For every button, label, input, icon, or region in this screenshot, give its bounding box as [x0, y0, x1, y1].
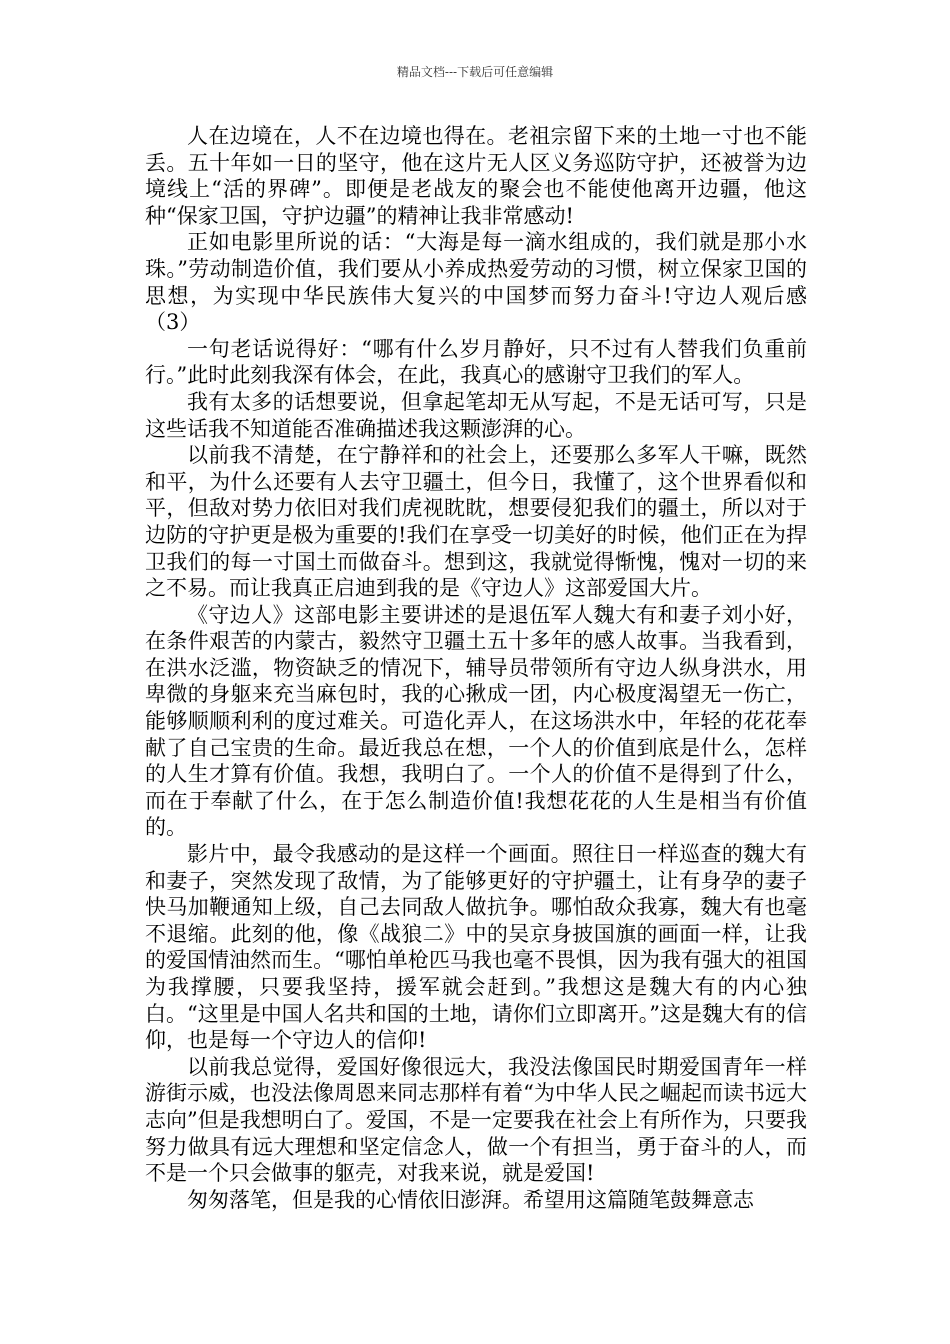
page-header: 精品文档---下载后可任意编辑: [396, 65, 554, 79]
paragraph-5: 以前我不清楚，在宁静祥和的社会上，还要那么多军人干嘛，既然和平，为什么还要有人去守卫疆土，但今日，我懂了，这个世界看似和平，但敌对势力依旧对我们虎视眈眈，想要侵犯我们的疆土，所以对于边防的守护更是极为重要的!我们在享受一切美好的时候，他们正在为捍卫我们的每一寸国土而做奋斗。想到这，我就觉得惭愧，愧对一切的来之不易。而让我真正启迪到我的是《守边人》这部爱国大片。: [145, 443, 807, 601]
paragraph-7: 影片中，最令我感动的是这样一个画面。照往日一样巡查的魏大有和妻子，突然发现了敌情，为了能够更好的守护疆土，让有身孕的妻子快马加鞭通知上级，自己去同敌人做抗争。哪怕敌众我寡，魏大有也毫不退缩。此刻的他，像《战狼二》中的吴京身披国旗的画面一样，让我的爱国情油然而生。“哪怕单枪匹马我也毫不畏惧，因为我有强大的祖国为我撑腰，只要我坚持，援军就会赶到。”我想这是魏大有的内心独白。“这里是中国人名共和国的土地，请你们立即离开。”这是魏大有的信仰，也是每一个守边人的信仰!: [145, 842, 807, 1053]
paragraph-4: 我有太多的话想要说，但拿起笔却无从写起，不是无话可写，只是这些话我不知道能否准确描述我这颗澎湃的心。: [145, 389, 807, 441]
document-body: [145, 123, 807, 1213]
paragraph-3: 一句老话说得好：“哪有什么岁月静好，只不过有人替我们负重前行。”此时此刻我深有体会，在此，我真心的感谢守卫我们的军人。: [145, 336, 807, 388]
paragraph-6: 《守边人》这部电影主要讲述的是退伍军人魏大有和妻子刘小好，在条件艰苦的内蒙古，毅然守卫疆土五十多年的感人故事。当我看到，在洪水泛滥，物资缺乏的情况下，辅导员带领所有守边人纵身洪水，用卑微的身躯来充当麻包时，我的心揪成一团，内心极度渴望无一伤亡，能够顺顺利利的度过难关。可造化弄人，在这场洪水中，年轻的花花奉献了自己宝贵的生命。最近我总在想，一个人的价值到底是什么，怎样的人生才算有价值。我想，我明白了。一个人的价值不是得到了什么，而在于奉献了什么，在于怎么制造价值!我想花花的人生是相当有价值的。: [145, 602, 807, 840]
paragraph-2: 正如电影里所说的话：“大海是每一滴水组成的，我们就是那小水珠。”劳动制造价值，我们要从小养成热爱劳动的习惯，树立保家卫国的思想，为实现中华民族伟大复兴的中国梦而努力奋斗!守边人观后感（3）: [145, 230, 807, 335]
paragraph-9: 匆匆落笔，但是我的心情依旧澎湃。希望用这篇随笔鼓舞意志: [187, 1187, 754, 1212]
paragraph-1: 人在边境在，人不在边境也得在。老祖宗留下来的土地一寸也不能丢。五十年如一日的坚守，他在这片无人区义务巡防守护，还被誉为边境线上“活的界碑”。即便是老战友的聚会也不能使他离开边疆，他这种“保家卫国，守护边疆”的精神让我非常感动!: [145, 124, 807, 228]
paragraph-8: 以前我总觉得，爱国好像很远大，我没法像国民时期爱国青年一样游街示威，也没法像周恩来同志那样有着“为中华人民之崛起而读书远大志向”但是我想明白了。爱国，不是一定要我在社会上有所作为，只要我努力做具有远大理想和坚定信念人，做一个有担当，勇于奋斗的人，而不是一个只会做事的躯壳，对我来说，就是爱国!: [145, 1054, 807, 1186]
